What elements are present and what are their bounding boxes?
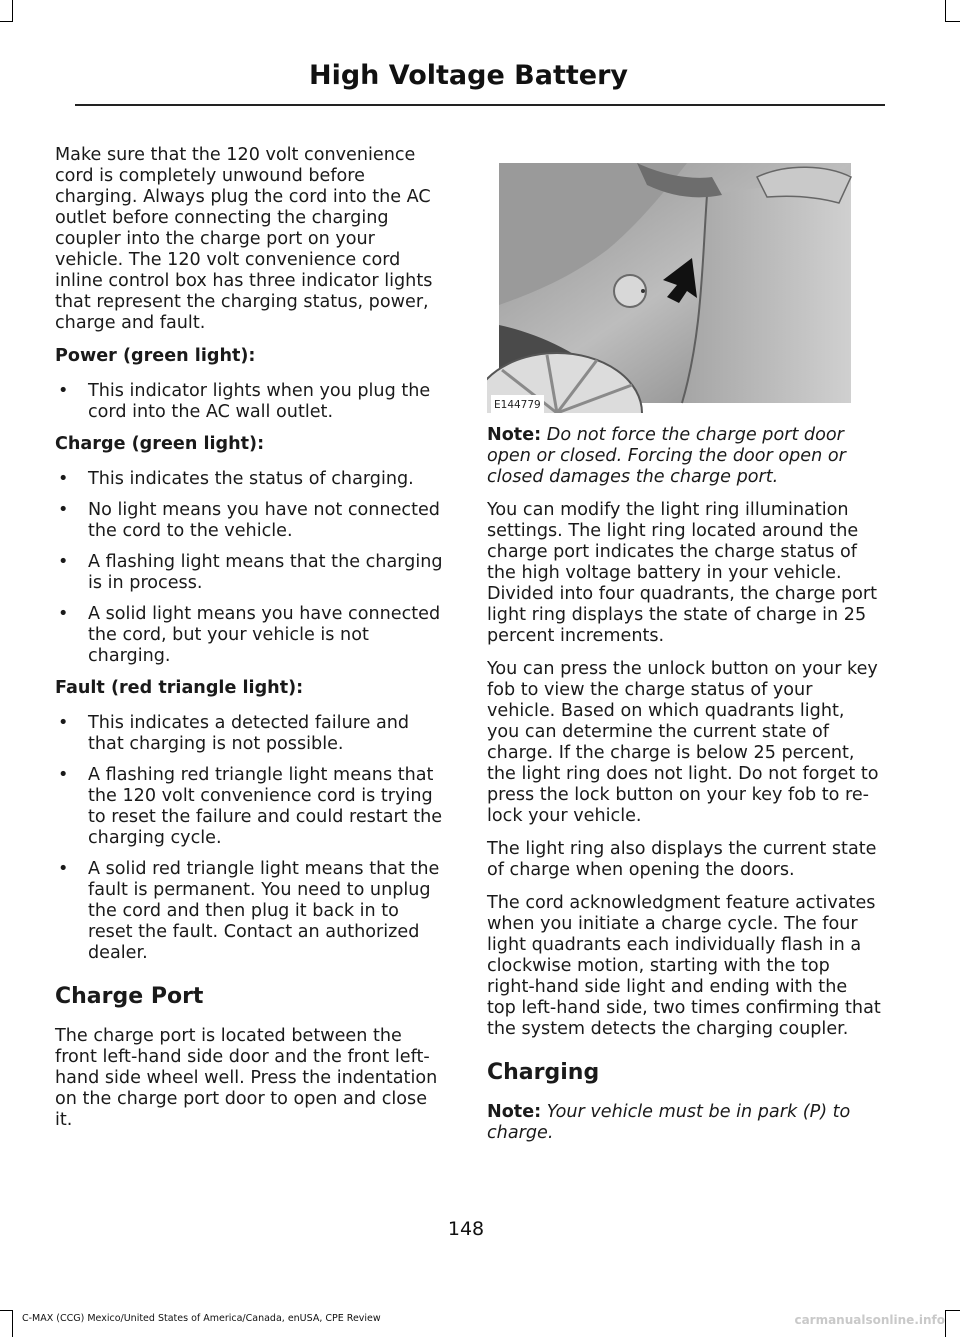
list-item: • This indicates a detected failure and that charging is not possible. [55,713,448,755]
crop-mark [945,21,960,22]
note-label: Note: [487,1102,542,1122]
crop-mark [945,1310,946,1337]
crop-mark [0,1310,13,1311]
power-list [55,381,448,423]
list-item: • A flashing red triangle light means that the 120 volt convenience cord is trying to reset the failure and could restart the charging cycle. [55,765,448,849]
document-info: C-MAX (CCG) Mexico/United States of America/Canada, enUSA, CPE Review [22,1313,381,1324]
body-paragraph: You can press the unlock button on your key fob to view the charge status of your vehicle. Based on which quadrants light, you can determine the current state of charge. If the charge is below 25 percent, the light ring does not light. Do not forget to press the lock button on your key fob to re-lock your vehicle. [487,659,879,826]
note-paragraph [487,425,881,488]
note-paragraph [487,1102,881,1144]
left-column [55,145,448,1143]
car-side-image [487,155,881,413]
note-label: Note: [487,425,542,445]
header-divider [75,104,885,106]
page-number: 148 [447,1218,485,1240]
list-item: • A flashing light means that the charging is in process. [55,552,448,594]
watermark: carmanualsonline.info [794,1313,945,1327]
body-paragraph: The light ring also displays the current state of charge when opening the doors. [487,839,877,880]
crop-mark [945,1310,960,1311]
crop-mark [0,21,13,22]
note-text: Do not force the charge port door open or closed. Forcing the door open or closed damages the charge port. [487,425,846,487]
body-paragraph: You can modify the light ring illumination settings. The light ring located around the charge port indicates the charge status of the high voltage battery in your vehicle. Divided into four quadrants, the charge port light ring displays the state of charge in 25 percent increments. [487,500,878,646]
intro-paragraph: Make sure that the 120 volt convenience cord is completely unwound before charging. Always plug the cord into the AC outlet before connecting the charging coupler into the charge port on your vehicle. The 120 volt convenience cord inline control box has three indicator lights that represent the charging status, power, charge and fault. [55,145,433,333]
list-item: • A solid red triangle light means that the fault is permanent. You need to unplug the cord and then plug it back in to reset the fault. Contact an authorized dealer. [55,859,448,964]
charge-port-paragraph: The charge port is located between the front left-hand side door and the front left-hand side wheel well. Press the indentation on the charge port door to open and close it. [55,1026,438,1130]
crop-mark [945,0,946,22]
charge-heading: Charge (green light): [55,434,265,454]
figure-code: E144779 [491,395,544,416]
charge-port-heading: Charge Port [55,984,204,1009]
list-item: • No light means you have not connected the cord to the vehicle. [55,500,448,542]
charge-port-illustration [487,155,881,413]
body-paragraph: The cord acknowledgment feature activates when you initiate a charge cycle. The four light quadrants each individually flash in a clockwise motion, starting with the top right-hand side light and ending with the top left-hand side, two times confirming that the system detects the charging coupler. [487,893,881,1039]
page-title: High Voltage Battery [308,60,628,91]
fault-list [55,713,448,964]
crop-mark [12,0,13,22]
crop-mark [12,1310,13,1337]
fault-heading: Fault (red triangle light): [55,678,304,698]
list-item: • This indicator lights when you plug the cord into the AC wall outlet. [55,381,448,423]
charging-heading: Charging [487,1060,600,1085]
list-item: • A solid light means you have connected the cord, but your vehicle is not charging. [55,604,448,667]
list-item: • This indicates the status of charging. [55,469,448,490]
right-column [487,150,881,1156]
charge-list [55,469,448,667]
power-heading: Power (green light): [55,346,256,366]
note-text: Your vehicle must be in park (P) to charge. [487,1102,851,1143]
